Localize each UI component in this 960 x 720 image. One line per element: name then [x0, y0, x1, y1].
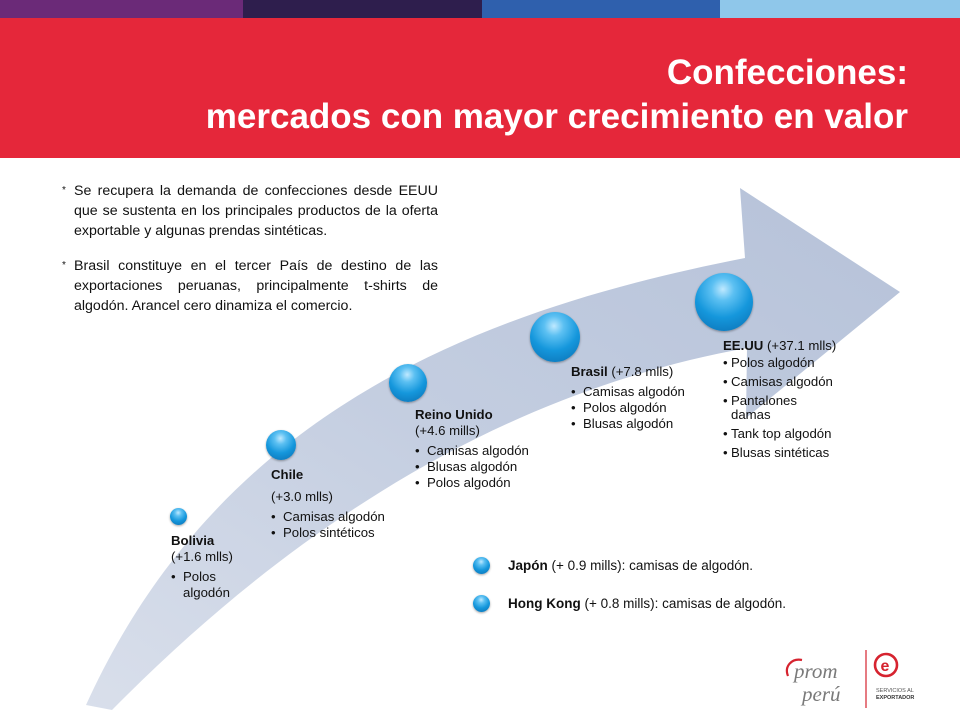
market-eeuu	[723, 338, 873, 460]
market-growth: (+7.8 mlls)	[611, 364, 674, 379]
product-item: • Camisas algodón	[571, 384, 731, 400]
market-chile	[271, 467, 431, 541]
market-detail: (+ 0.8 mills): camisas de algodón.	[584, 596, 786, 611]
market-header	[723, 338, 873, 354]
product-list	[415, 443, 575, 491]
market-growth: (+37.1 mlls)	[766, 338, 837, 353]
logo-brand-line1: prom	[794, 659, 838, 683]
note-text: Se recupera la demanda de confecciones desde EEUU que se sustenta en los principales productos de la oferta exportable y algunas prendas sintéticas.	[74, 183, 438, 239]
market-growth: (+4.6 mills)	[415, 423, 480, 438]
product-item: • Polos sintéticos	[271, 525, 431, 541]
product-item: • Camisas algodón	[415, 443, 575, 459]
market-brasil	[571, 364, 731, 432]
product-item: • Camisas algodón	[271, 509, 431, 525]
market-name: Chile	[271, 467, 304, 482]
market-growth: (+1.6 mlls)	[171, 549, 233, 564]
product-item: • Blusas algodón	[571, 416, 731, 432]
logo-badge: e	[880, 658, 890, 675]
notes-block	[62, 182, 438, 333]
note-asterisk: *	[62, 185, 66, 196]
product-list	[571, 384, 731, 432]
page-subtitle: mercados con mayor crecimiento en valor	[205, 97, 908, 136]
market-bubble-chile	[266, 430, 296, 460]
market-bubble-bolivia	[170, 508, 187, 525]
product-item: • Tank top algodón	[723, 427, 873, 441]
product-list	[723, 356, 873, 460]
market-bubble-eeuu	[695, 273, 753, 331]
product-item: • Polos algodón	[171, 569, 247, 601]
market-bubble-brasil	[530, 312, 580, 362]
note-brasil	[62, 257, 438, 316]
product-item: • Blusas algodón	[415, 459, 575, 475]
note-text: Brasil constituye en el tercer País de destino de las exportaciones peruanas, principalmente t-shirts de algodón. Arancel cero dinamiza el comercio.	[74, 258, 438, 314]
market-header	[571, 364, 731, 380]
market-name: Bolivia	[171, 533, 215, 548]
product-list	[171, 569, 266, 601]
product-item: • Camisas algodón	[723, 375, 873, 389]
product-item: • Polos algodón	[723, 356, 873, 370]
market-bubble-japon	[473, 557, 490, 574]
market-detail: (+ 0.9 mills): camisas de algodón.	[551, 558, 753, 573]
product-item: • Blusas sintéticas	[723, 446, 873, 460]
market-name: Brasil	[571, 364, 608, 379]
product-item: • Polos algodón	[571, 400, 731, 416]
market-name: Hong Kong	[508, 596, 581, 611]
promperu-logo	[780, 648, 930, 710]
product-item: • Pantalones damas	[723, 394, 823, 422]
logo-brand-line2: perú	[802, 682, 841, 706]
market-growth: (+3.0 mlls)	[271, 489, 333, 504]
market-bubble-reino-unido	[389, 364, 427, 402]
logo-caption-line2: EXPORTADOR	[876, 695, 915, 701]
market-name: EE.UU	[723, 338, 764, 353]
market-name: Japón	[508, 558, 548, 573]
note-asterisk: *	[62, 260, 66, 272]
market-name: Reino Unido	[415, 407, 493, 422]
product-item: • Polos algodón	[415, 475, 575, 491]
other-market-japon	[508, 558, 753, 573]
product-list	[271, 509, 431, 541]
other-market-hong-kong	[508, 596, 786, 611]
market-bolivia	[171, 533, 266, 601]
market-bubble-hong-kong	[473, 595, 490, 612]
page-title: Confecciones:	[666, 53, 908, 92]
logo-caption-line1: SERVICIOS AL	[876, 688, 914, 694]
market-reino-unido	[415, 407, 575, 491]
note-demand	[62, 182, 438, 241]
